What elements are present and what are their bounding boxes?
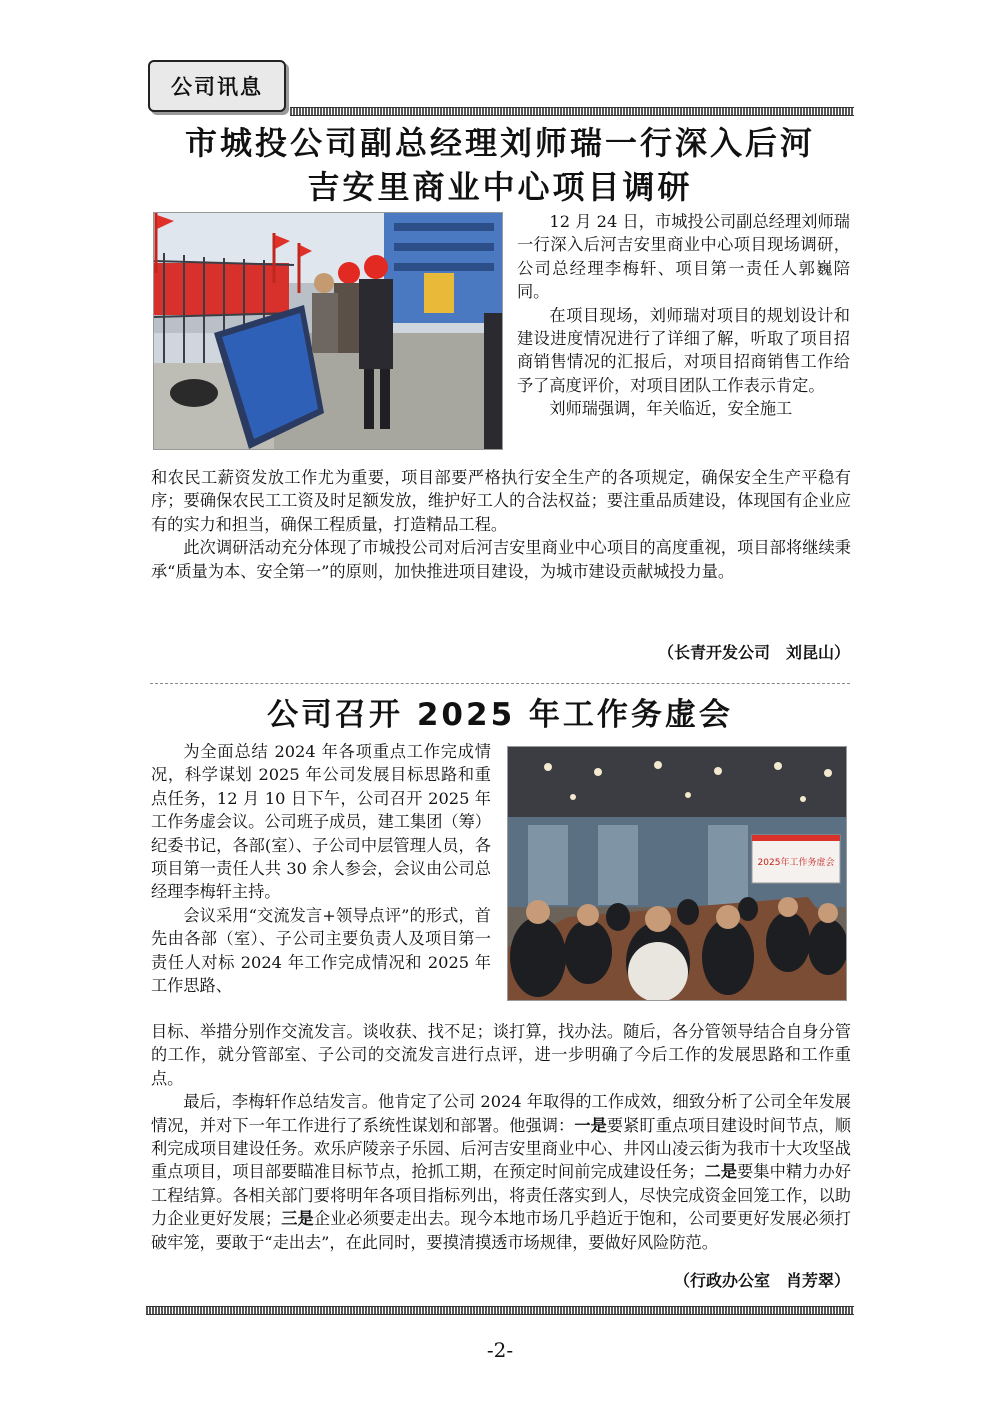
article2-title (140, 693, 860, 737)
header-rule (290, 107, 854, 116)
article1-title (140, 121, 860, 209)
footer-rule (146, 1306, 854, 1315)
article1-photo (153, 212, 503, 450)
article2-title-text: 公司召开 2025 年工作务虚会 (267, 697, 733, 733)
article2-paragraph: 会议采用“交流发言+领导点评”的形式，首先由各部（室）、子公司主要负责人及项目第一责任人对标 2024 年工作完成情况和 2025 年工作思路、 (151, 905, 491, 996)
article2-paragraph-final (151, 1090, 851, 1254)
text-run: 企业必须要走出去。现今本地市场几乎趋近于饱和，公司要更好发展必须打破牢笼，要敢于“走出去”，在此同时，要摸清摸透市场规律，要做好风险防范。 (151, 1209, 851, 1252)
text-run: 最后，李梅轩作总结发言。他肯定了公司 2024 年取得的工作成效，细致分析了公司全年发展情况，并对下一年工作进行了系统性谋划和部署。他强调： (151, 1092, 851, 1135)
article1-byline: （长青开发公司 刘昆山） (657, 643, 850, 662)
article2-text-full (151, 1020, 851, 1254)
article1-text-full (151, 466, 851, 583)
article-divider (150, 683, 850, 684)
article1-title-line2: 吉安里商业中心项目调研 (307, 168, 693, 206)
article2-paragraph-continuation: 目标、举措分别作交流发言。谈收获、找不足；谈打算，找办法。随后，各分管领导结合自身分管的工作，就分管部室、子公司的交流发言进行点评，进一步明确了今后工作的发展思路和工作重点。 (151, 1022, 851, 1088)
article1-paragraph-final: 此次调研活动充分体现了市城投公司对后河吉安里商业中心项目的高度重视，项目部将继续秉承“质量为本、安全第一”的原则，加快推进项目建设，为城市建设贡献城投力量。 (151, 538, 851, 581)
meeting-room-illustration (508, 747, 846, 1000)
article2-photo (507, 746, 847, 1001)
article1-paragraph-continuation: 和农民工薪资发放工作尤为重要，项目部要严格执行安全生产的各项规定，确保安全生产平稳有序；要确保农民工工资及时足额发放，维护好工人的合法权益；要注重品质建设，体现国有企业应有的实力和担当，确保工程质量，打造精品工程。 (151, 468, 851, 534)
article2-paragraph: 为全面总结 2024 年各项重点工作完成情况，科学谋划 2025 年公司发展目标思路和重点任务，12 月 10 日下午，公司召开 2025 年工作务虚会议。公司班子成员，建工集团（筹）纪委书记，各部(室）、子公司中层管理人员，各项目第一责任人共 30 余人参会，会议由公司总经理李梅轩主持。 (151, 742, 491, 902)
page-number: -2- (486, 1338, 514, 1362)
article1-paragraph: 刘师瑞强调，年关临近，安全施工 (549, 399, 793, 419)
meeting-banner-text: 2025年工作务虚会 (757, 858, 835, 868)
article2-byline: （行政办公室 肖芳翠） (673, 1271, 850, 1290)
article2-text-wrapped (151, 740, 491, 997)
article1-paragraph: 在项目现场，刘师瑞对项目的规划设计和建设进度情况进行了详细了解，听取了项目招商销售情况的汇报后，对项目招商销售工作给予了高度评价，对项目团队工作表示肯定。 (517, 305, 850, 395)
text-run: 要集中精力办好工程结算。各相关部门要将明年各项目指标列出，将责任落实到人，尽快完成资金回笼工作，以助力企业更好发展； (151, 1162, 851, 1229)
emphasis-three: 三是 (281, 1209, 314, 1229)
article1-paragraph: 12 月 24 日，市城投公司副总经理刘师瑞一行深入后河吉安里商业中心项目现场调研，公司总经理李梅轩、项目第一责任人郭巍陪同。 (517, 212, 850, 302)
article1-title-line1: 市城投公司副总经理刘师瑞一行深入后河 (184, 124, 815, 162)
text-run: 要紧盯重点项目建设时间节点，顺利完成项目建设任务。欢乐庐陵亲子乐园、后河吉安里商业中心、井冈山凌云街为我市十大攻坚战重点项目，项目部要瞄准目标节点，抢抓工期，在预定时间前完成建设任务； (151, 1115, 851, 1182)
emphasis-two: 二是 (704, 1162, 738, 1182)
section-label: 公司讯息 (171, 75, 263, 99)
construction-site-illustration (154, 213, 502, 449)
emphasis-one: 一是 (574, 1115, 607, 1135)
article1-text-wrapped (517, 210, 850, 421)
section-tag (148, 60, 286, 112)
